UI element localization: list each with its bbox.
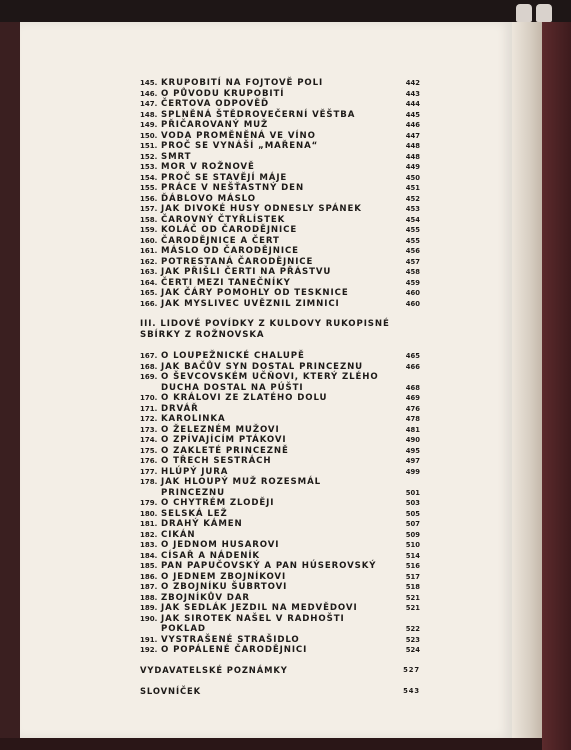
toc-entry-number: 146. — [140, 89, 158, 98]
toc-entry-title: O JEDNEM ZBOJNÍKOVI — [161, 571, 287, 582]
toc-entry-number: 149. — [140, 121, 158, 129]
toc-entry-number: 161. — [140, 247, 158, 255]
toc-entry-number: 170. — [140, 394, 158, 402]
toc-entry-title: PRÁCE V NEŠŤASTNÝ DEN — [161, 183, 305, 193]
toc-entry-editorial-notes — [140, 665, 420, 676]
toc-entry — [140, 519, 420, 530]
toc-entry — [140, 435, 420, 446]
toc-entry-number: 164. — [140, 278, 158, 287]
toc-entry — [140, 614, 420, 625]
toc-entry-page: 517 — [405, 572, 420, 581]
toc-entry-number: 157. — [140, 205, 158, 213]
toc-entry-number: 150. — [140, 131, 158, 140]
toc-entry-page: 442 — [405, 79, 420, 87]
toc-entry-page: 481 — [405, 425, 420, 434]
toc-entry — [140, 236, 420, 247]
toc-entry-title: ĎÁBLOVO MÁSLO — [161, 193, 256, 204]
toc-entry-number: 171. — [140, 404, 158, 413]
toc-entry-number: 190. — [140, 614, 158, 623]
toc-entry-number: 169. — [140, 373, 158, 381]
toc-entry — [140, 194, 420, 205]
spacer — [140, 309, 420, 319]
toc-entry-number: 173. — [140, 425, 158, 434]
toc-entry — [140, 204, 420, 215]
toc-entry-title: ČAROVNÝ ČTYŘLÍSTEK — [161, 214, 286, 225]
toc-entry-number: 160. — [140, 236, 158, 245]
toc-entry-title: MÁSLO OD ČARODĚJNICE — [161, 246, 299, 256]
toc-entry-title: PAN PAPUČOVSKÝ A PAN HÚSEROVSKÝ — [161, 561, 377, 571]
toc-entry-page: 503 — [405, 499, 420, 507]
toc-entry-page: 490 — [405, 436, 420, 444]
toc-entry-number: 187. — [140, 583, 158, 591]
toc-entry — [140, 572, 420, 583]
toc-entry-title: KRUPOBITÍ NA FOJTOVĚ POLI — [161, 78, 324, 88]
toc-entry-number: 177. — [140, 467, 158, 476]
toc-entry-number: 166. — [140, 299, 158, 308]
toc-entry-page: 449 — [405, 163, 420, 171]
toc-entry-page: 521 — [405, 593, 420, 602]
toc-entry — [140, 582, 420, 593]
toc-entry — [140, 498, 420, 509]
toc-entry — [140, 414, 420, 425]
toc-entry-page: 523 — [405, 635, 420, 644]
toc-entry-number: 180. — [140, 509, 158, 518]
toc-entry — [140, 183, 420, 194]
toc-entry-number: 151. — [140, 142, 158, 150]
toc-entry-title: KOLÁČ OD ČARODĚJNICE — [161, 225, 298, 235]
toc-entry-title: JAK SIROTEK NAŠEL V RADHOŠTI — [161, 613, 345, 624]
book-cover-bottom — [0, 738, 542, 750]
toc-entry — [140, 467, 420, 478]
toc-entry-number: 172. — [140, 415, 158, 423]
toc-entry-page: 501 — [405, 488, 420, 497]
toc-entry-page: 455 — [405, 236, 420, 245]
toc-entry — [140, 225, 420, 236]
toc-entry — [140, 299, 420, 310]
toc-entry-page: 454 — [405, 215, 420, 224]
toc-entry — [140, 645, 420, 656]
toc-entry — [140, 351, 420, 362]
toc-entry-page: 444 — [405, 100, 420, 108]
toc-entry-page: 460 — [405, 299, 420, 308]
toc-entry-number: 183. — [140, 541, 158, 549]
toc-entry-title: CIKÁN — [161, 529, 196, 540]
toc-entry-page: 510 — [405, 541, 420, 549]
toc-entry — [140, 99, 420, 110]
toc-entry-title: JAK HLOUPÝ MUŽ ROZESMÁL — [161, 477, 322, 487]
toc-entry-page: 447 — [405, 131, 420, 140]
toc-entry-title: JAK ČÁRY POMOHLY OD TESKNICE — [161, 288, 349, 298]
toc-entry — [140, 162, 420, 173]
toc-entry — [140, 488, 420, 499]
toc-entry-number: 186. — [140, 572, 158, 581]
toc-entry-title: O LOUPEŽNICKÉ CHALUPĚ — [161, 351, 305, 361]
toc-entry-title: O ŽELEZNÉM MUŽOVI — [161, 424, 280, 435]
toc-entry — [140, 362, 420, 373]
spacer — [140, 676, 420, 686]
toc-entry-title: VYSTRAŠENÉ STRAŠIDLO — [161, 634, 300, 645]
toc-entry-title: PRINCEZNU — [161, 487, 225, 498]
toc-entry — [140, 120, 420, 131]
toc-entry-number: 184. — [140, 551, 158, 560]
toc-entry-page: 497 — [405, 457, 420, 465]
toc-entry — [140, 131, 420, 142]
toc-entry-number: 159. — [140, 226, 158, 234]
toc-entry-title: CÍSAŘ A NÁDENÍK — [161, 550, 260, 561]
toc-entry — [140, 89, 420, 100]
toc-entry-page: 527 — [403, 665, 420, 674]
toc-entry-page: 458 — [405, 268, 420, 276]
toc-entry-title: JAK SEDLÁK JEZDIL NA MEDVĚDOVI — [161, 603, 358, 613]
toc-entry — [140, 110, 420, 121]
toc-entry-page: 446 — [405, 121, 420, 129]
toc-entry — [140, 215, 420, 226]
toc-entry-title: POKLAD — [161, 624, 206, 634]
toc-entry-title: O CHYTRÉM ZLODĚJI — [161, 498, 275, 508]
toc-entry-page: 453 — [405, 205, 420, 213]
toc-entry-number: 165. — [140, 289, 158, 297]
binder-clip-right — [536, 4, 552, 22]
toc-entry-page: 460 — [405, 289, 420, 297]
toc-entry-title: O ZAKLETÉ PRINCEZNĚ — [161, 445, 289, 456]
toc-entry-number: 179. — [140, 499, 158, 507]
toc-entry — [140, 393, 420, 404]
toc-entry — [140, 635, 420, 646]
toc-entry-number: 155. — [140, 184, 158, 192]
toc-entry-number: 153. — [140, 163, 158, 171]
toc-entry-number: 175. — [140, 446, 158, 455]
toc-entry-number: 145. — [140, 79, 158, 87]
toc-entry-page: 468 — [405, 383, 420, 392]
toc-entry-title: DRVÁŘ — [161, 403, 199, 414]
toc-entry-title: O TŘECH SESTRÁCH — [161, 456, 272, 466]
book-cover-top — [0, 0, 571, 22]
toc-entry-page: 495 — [405, 446, 420, 455]
toc-entry-title: JAK DIVOKÉ HUSY ODNESLY SPÁNEK — [161, 204, 362, 214]
toc-entry-page: 448 — [405, 152, 420, 161]
toc-entry — [140, 288, 420, 299]
section-heading-line-2: SBÍRKY Z ROŽNOVSKA — [140, 330, 265, 340]
toc-entry-title: SPLNĚNÁ ŠTĚDROVEČERNÍ VĚŠTBA — [161, 109, 356, 120]
toc-entry-title: SMRT — [161, 151, 192, 162]
toc-entry-page: 543 — [403, 686, 420, 695]
toc-entry — [140, 593, 420, 604]
toc-entry-title: O KRÁLOVI ZE ZLATÉHO DOLU — [161, 393, 328, 403]
toc-entry-title: DUCHA DOSTAL NA PÚŠTI — [161, 382, 304, 393]
toc-entry-page: 451 — [405, 184, 420, 192]
toc-entry-title: SLOVNÍČEK — [140, 685, 202, 696]
toc-entry — [140, 540, 420, 551]
toc-entry — [140, 267, 420, 278]
toc-entry-page: 459 — [405, 278, 420, 287]
toc-entry — [140, 456, 420, 467]
toc-entry — [140, 530, 420, 541]
toc-entry-title: JAK BAČŮV SYN DOSTAL PRINCEZNU — [161, 361, 364, 372]
toc-entry — [140, 257, 420, 268]
toc-entry-page: 478 — [405, 415, 420, 423]
toc-entry-number: 178. — [140, 478, 158, 486]
toc-entry-title: MOR V ROŽNOVĚ — [161, 162, 255, 172]
page-edge — [512, 22, 542, 738]
toc-entry-number: 192. — [140, 646, 158, 654]
toc-entry-page: 457 — [405, 257, 420, 266]
binder-clip-left — [516, 4, 532, 22]
toc-entry-title: HLÚPÝ JURA — [161, 466, 229, 477]
toc-entry-page: 469 — [405, 394, 420, 402]
toc-entry-title: ZBOJNÍKŮV DAR — [161, 592, 250, 603]
toc-entry-page: 456 — [405, 247, 420, 255]
toc-entry-title: ČERTOVA ODPOVĚĎ — [161, 99, 270, 109]
toc-entry — [140, 477, 420, 488]
toc-entry-page: 505 — [405, 509, 420, 518]
toc-entry-page: 445 — [405, 110, 420, 119]
toc-entry-number: 154. — [140, 173, 158, 182]
spacer — [140, 656, 420, 665]
toc-entry-title: KAROLINKA — [161, 414, 226, 424]
toc-entry-page: 466 — [405, 362, 420, 371]
toc-entry-page: 524 — [405, 646, 420, 654]
toc-entry — [140, 78, 420, 89]
toc-entry-title: O POPÁLENÉ ČARODĚJNICI — [161, 645, 308, 655]
toc-entry-page: 518 — [405, 583, 420, 591]
toc-entry-number: 152. — [140, 152, 158, 161]
toc-entry-number: 158. — [140, 215, 158, 224]
toc-entry-title: VYDAVATELSKÉ POZNÁMKY — [140, 664, 288, 675]
toc-entry-number: 162. — [140, 257, 158, 266]
toc-entry-title: PROČ SE STAVĚJÍ MÁJE — [161, 172, 288, 183]
toc-entry-title: DRAHÝ KÁMEN — [161, 519, 243, 529]
table-of-contents — [140, 78, 420, 697]
toc-entry-title: PROČ SE VYNÁŠÍ „MAŘENA“ — [161, 141, 319, 151]
toc-entry — [140, 509, 420, 520]
toc-entry-number: 148. — [140, 110, 158, 119]
toc-entry-page: 476 — [405, 404, 420, 413]
toc-entry-page: 509 — [405, 530, 420, 539]
toc-entry-page: 455 — [405, 226, 420, 234]
toc-entry — [140, 278, 420, 289]
toc-entry-page: 465 — [405, 352, 420, 360]
toc-entry — [140, 624, 420, 635]
toc-entry-number: 181. — [140, 520, 158, 528]
toc-entry — [140, 173, 420, 184]
toc-entry-number: 147. — [140, 100, 158, 108]
toc-entry-number: 163. — [140, 268, 158, 276]
toc-entry — [140, 141, 420, 152]
toc-entry-title: O ŠEVCOVSKÉM UČŇOVI, KTERÝ ZLÉHO — [161, 372, 379, 382]
spacer — [140, 341, 420, 351]
toc-entry-number: 176. — [140, 457, 158, 465]
toc-entry-title: VODA PROMĚNĚNÁ VE VÍNO — [161, 130, 316, 141]
toc-entry-page: 443 — [405, 89, 420, 98]
toc-entry-number: 182. — [140, 530, 158, 539]
toc-entry — [140, 246, 420, 257]
toc-entry-title: O JEDNOM HUSAROVI — [161, 540, 280, 550]
toc-entry-number: 191. — [140, 635, 158, 644]
toc-entry-title: JAK MYSLIVEC UVĚZNIL ZIMNICI — [161, 298, 340, 309]
toc-entry-number: 168. — [140, 362, 158, 371]
toc-entry-glossary — [140, 686, 420, 697]
toc-entry-page: 516 — [405, 562, 420, 570]
toc-entry-title: JAK PŘIŠLI ČERTI NA PŘÁSTVU — [161, 267, 332, 277]
toc-entry-number: 174. — [140, 436, 158, 444]
toc-entry — [140, 372, 420, 383]
toc-entry-page: 522 — [405, 625, 420, 633]
toc-entry-title: O ZPÍVAJÍCÍM PTÁKOVI — [161, 435, 287, 445]
toc-entry-title: O PŮVODU KRUPOBITÍ — [161, 88, 285, 99]
toc-entry-page: 450 — [405, 173, 420, 182]
toc-entry-title: POTRESTANÁ ČARODĚJNICE — [161, 256, 314, 267]
toc-entry — [140, 425, 420, 436]
toc-list-part-two — [140, 351, 420, 656]
toc-entry-page: 507 — [405, 520, 420, 528]
toc-entry-title: ČARODĚJNICE A ČERT — [161, 235, 280, 246]
toc-entry — [140, 551, 420, 562]
toc-entry — [140, 152, 420, 163]
toc-entry-page: 514 — [405, 551, 420, 560]
book-spine — [542, 22, 571, 750]
toc-entry-page: 499 — [405, 467, 420, 476]
toc-entry-number: 156. — [140, 194, 158, 203]
toc-entry-number: 185. — [140, 562, 158, 570]
toc-entry — [140, 383, 420, 394]
toc-entry-number: 167. — [140, 352, 158, 360]
toc-entry-number: 189. — [140, 604, 158, 612]
toc-entry-title: ČERTI MEZI TANEČNÍKY — [161, 277, 291, 288]
toc-entry — [140, 446, 420, 457]
toc-entry-page: 521 — [405, 604, 420, 612]
toc-entry — [140, 603, 420, 614]
toc-entry — [140, 404, 420, 415]
toc-entry-number: 188. — [140, 593, 158, 602]
toc-list-part-one — [140, 78, 420, 309]
section-heading-line-1: III. LIDOVÉ POVÍDKY Z KULDOVY RUKOPISNÉ — [140, 319, 390, 329]
toc-entry-title: PŘIČAROVANÝ MUŽ — [161, 120, 269, 130]
toc-entry-page: 448 — [405, 142, 420, 150]
toc-entry-title: SELSKÁ LEŽ — [161, 508, 228, 519]
toc-entry — [140, 561, 420, 572]
toc-entry-page: 452 — [405, 194, 420, 203]
toc-entry-title: O ZBOJNÍKU ŠUBRTOVI — [161, 582, 288, 592]
